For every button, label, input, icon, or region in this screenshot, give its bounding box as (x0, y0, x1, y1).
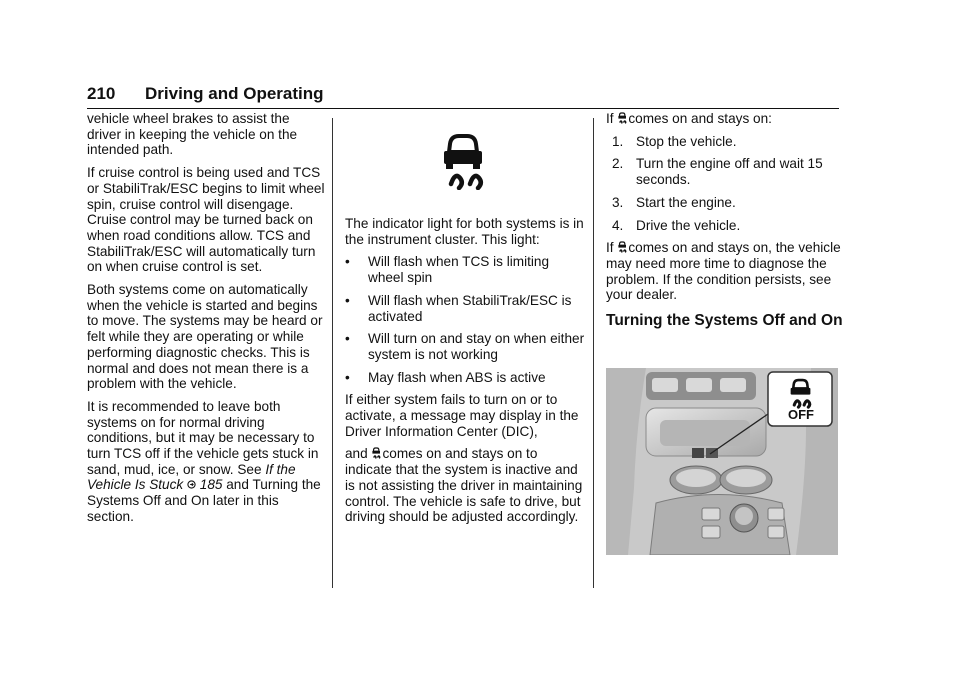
numbered-steps (606, 134, 846, 234)
paragraph-text: and (345, 446, 372, 462)
paragraph-text: If (606, 111, 618, 126)
list-item (606, 156, 846, 187)
list-item-text: May flash when ABS is active (368, 369, 546, 385)
list-item (345, 293, 585, 324)
cross-reference-link[interactable]: If the Vehicle Is Stuck (87, 461, 296, 493)
section-title: Driving and Operating (145, 84, 324, 103)
text-column-1 (87, 111, 327, 532)
list-item-text: Will flash when StabiliTrak/ESC is activated (368, 292, 572, 324)
list-item-text: Will turn on and stay on when either system is not working (368, 331, 585, 362)
console-drawing (606, 368, 838, 555)
list-item (606, 134, 846, 150)
page-ref-arrow-icon (187, 480, 196, 489)
step-number: 1. (612, 133, 624, 149)
paragraph: vehicle wheel brakes to assist the driver in keeping the vehicle on the intended path. (87, 111, 298, 158)
traction-control-mini-icon (617, 241, 627, 253)
section-heading: Turning the Systems Off and On (606, 312, 843, 330)
step-text: Turn the engine off and wait 15 seconds. (636, 156, 823, 188)
traction-off-button-label: OFF (788, 407, 814, 422)
paragraph: If either system fails to turn on or to activate, a message may display in the Driver Information Center (DIC), (345, 392, 579, 439)
paragraph-text: It is recommended to leave both systems on for normal driving conditions, but it may be necessary to turn TCS off if the vehicle gets stuck in sand, mud, ice, or snow. See (87, 398, 319, 477)
step-text: Drive the vehicle. (636, 217, 741, 233)
paragraph (345, 446, 585, 525)
step-text: Stop the vehicle. (636, 133, 737, 149)
paragraph (606, 240, 846, 303)
traction-control-icon (437, 132, 487, 190)
paragraph-text: comes on and stays on to indicate that the system is inactive and is not assisting the driver in maintaining control. The vehicle is safe to drive, but driving should be adjusted accordingly. (345, 446, 583, 525)
page-header (87, 84, 839, 109)
bullet: • (345, 331, 350, 347)
paragraph-text: If (606, 240, 618, 256)
traction-control-mini-icon (617, 112, 627, 124)
list-item (345, 331, 585, 362)
paragraph (87, 399, 327, 525)
list-item (606, 218, 846, 234)
bullet-list (345, 254, 585, 385)
column-divider (593, 118, 594, 588)
page-reference[interactable]: 185 (199, 477, 223, 493)
center-console-illustration (606, 368, 838, 555)
list-item-text: Will flash when TCS is limiting wheel spin (368, 254, 550, 286)
bullet: • (345, 254, 350, 270)
list-item (606, 195, 846, 211)
paragraph (606, 111, 846, 127)
text-column-2 (345, 126, 585, 532)
column-divider (332, 118, 333, 588)
step-number: 2. (612, 156, 624, 172)
paragraph-text: and Turning the Systems Off and On later in this section. (87, 477, 321, 524)
paragraph: Both systems come on automatically when the vehicle is started and begins to move. The systems may be heard or felt while they are operating or while performing diagnostic checks. This is normal and does not mean there is a problem with the vehicle. (87, 282, 323, 392)
paragraph: If cruise control is being used and TCS or StabiliTrak/ESC begins to limit wheel spin, cruise control will disengage. Cruise control may be turned back on when road conditions allow. TCS and StabiliTrak/ESC will automatically turn on when cruise control is set. (87, 165, 325, 275)
bullet: • (345, 292, 350, 308)
traction-control-mini-icon (371, 447, 381, 459)
step-number: 3. (612, 194, 624, 210)
page-number: 210 (87, 84, 116, 103)
paragraph: The indicator light for both systems is in the instrument cluster. This light: (345, 216, 584, 247)
bullet: • (345, 369, 350, 385)
step-text: Start the engine. (636, 194, 736, 210)
paragraph-text: comes on and stays on: (628, 111, 772, 126)
text-column-3 (606, 111, 846, 330)
paragraph-text: comes on and stays on, the vehicle may need more time to diagnose the problem. If the condition persists, see your dealer. (606, 240, 841, 303)
list-item (345, 370, 585, 386)
step-number: 4. (612, 217, 624, 233)
list-item (345, 254, 585, 285)
